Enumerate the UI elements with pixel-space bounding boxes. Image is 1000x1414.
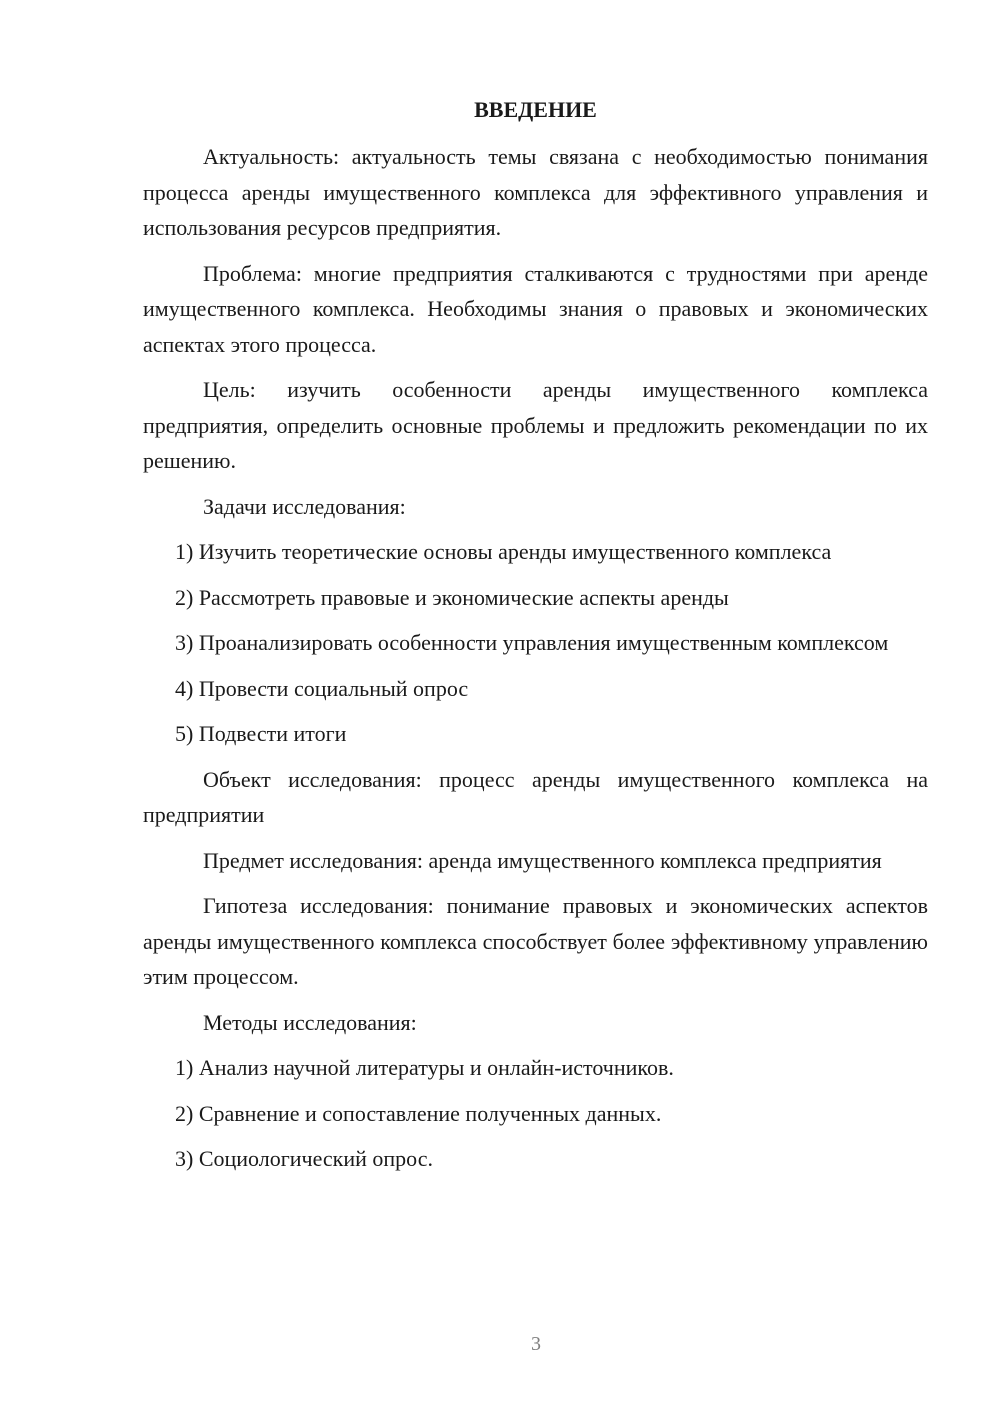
- goal-paragraph: Цель: изучить особенности аренды имущественного комплекса предприятия, определить основные проблемы и предложить рекомендации по их решению.: [143, 377, 928, 473]
- subject-paragraph: Предмет исследования: аренда имущественного комплекса предприятия: [203, 847, 882, 873]
- task-item: 2) Рассмотреть правовые и экономические аспекты аренды: [175, 584, 729, 610]
- hypothesis-paragraph: Гипотеза исследования: понимание правовых и экономических аспектов аренды имущественного комплекса способствует более эффективному управлению этим процессом.: [143, 893, 928, 989]
- task-item: 3) Проанализировать особенности управления имущественным комплексом: [175, 630, 889, 655]
- method-item: 3) Социологический опрос.: [175, 1146, 433, 1171]
- problem-paragraph: Проблема: многие предприятия сталкиваются с трудностями при аренде имущественного комплекса. Необходимы знания о правовых и экономических аспектах этого процесса.: [143, 260, 928, 357]
- methods-heading: Методы исследования:: [203, 1009, 417, 1035]
- document-page: [143, 92, 928, 1187]
- relevance-paragraph: Актуальность: актуальность темы связана с необходимостью понимания процесса аренды имущественного комплекса для эффективного управления и использования ресурсов предприятия.: [143, 144, 928, 240]
- task-item: 4) Провести социальный опрос: [175, 675, 469, 701]
- method-item: 1) Анализ научной литературы и онлайн-источников.: [175, 1055, 674, 1080]
- tasks-heading: Задачи исследования:: [203, 493, 406, 519]
- object-paragraph: Объект исследования: процесс аренды имущественного комплекса на предприятии: [143, 766, 928, 827]
- task-item: 1) Изучить теоретические основы аренды имущественного комплекса: [175, 539, 832, 564]
- method-item: 2) Сравнение и сопоставление полученных данных.: [175, 1100, 662, 1126]
- section-title: ВВЕДЕНИЕ: [474, 97, 597, 122]
- page-number: 3: [531, 1333, 541, 1355]
- task-item: 5) Подвести итоги: [175, 721, 347, 746]
